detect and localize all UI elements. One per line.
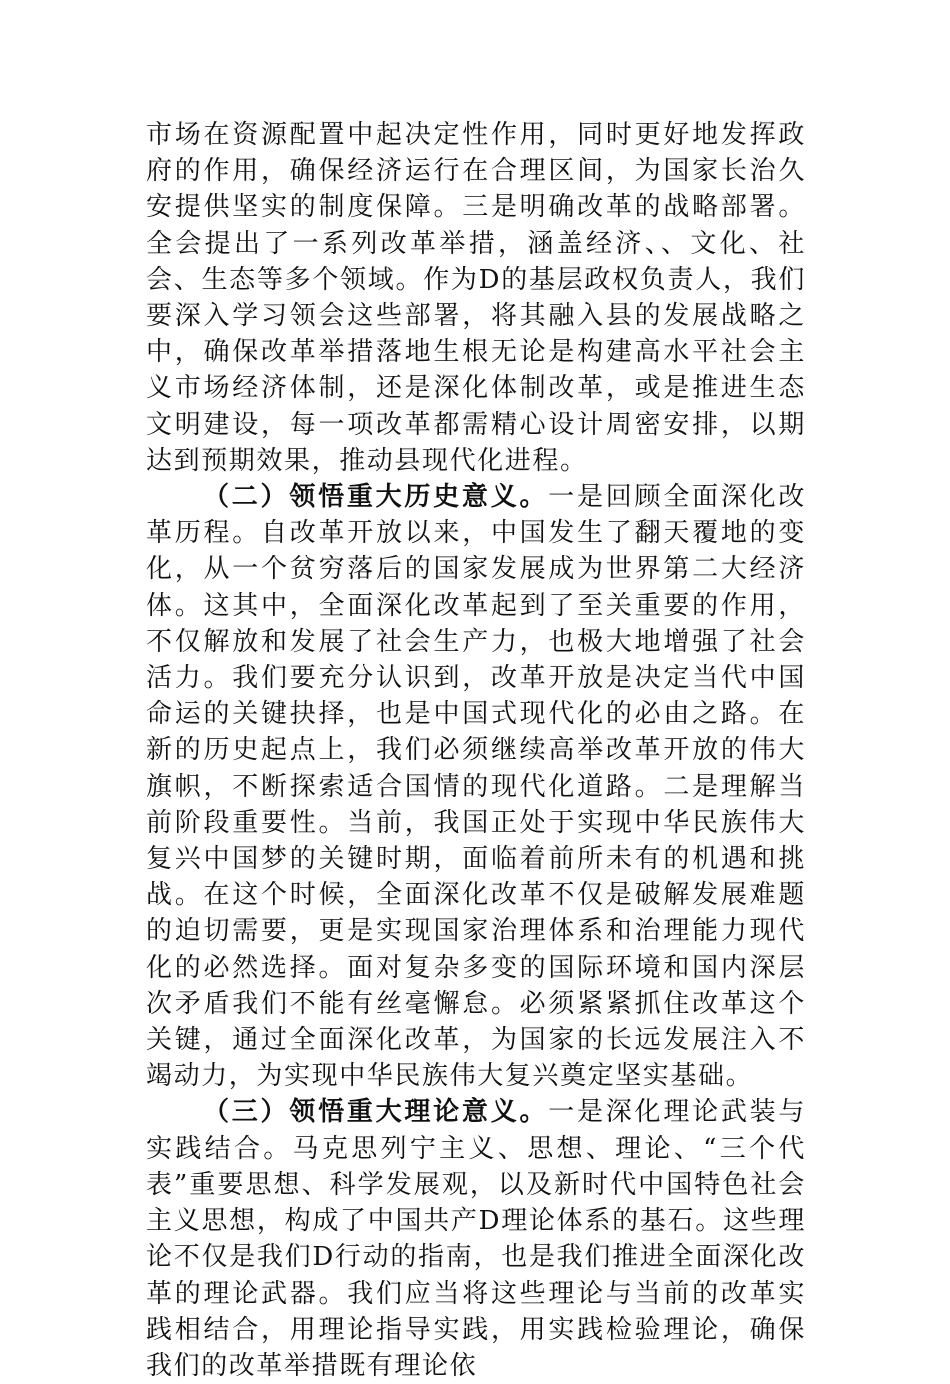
section-heading: （二）领悟重大历史意义。 <box>203 482 549 513</box>
paragraph-body: 一是深化理论武装与实践结合。马克思列宁主义、思想、理论、“三个代表”重要思想、科学发展观，以及新时代中国特色社会主义思想，构成了中国共产D理论体系的基石。这些理论不仅是我们D行动的指南，也是我们推进全面深化改革的理论武器。我们应当将这些理论与当前的改革实践相结合，用理论指导实践，用实践检验理论，确保我们的改革举措既有理论依 <box>146 1097 807 1381</box>
paragraph-body: 市场在资源配置中起决定性作用，同时更好地发挥政府的作用，确保经济运行在合理区间，为国家长治久安提供坚实的制度保障。三是明确改革的战略部署。全会提出了一系列改革举措，涵盖经济、、文化、社会、生态等多个领域。作为D的基层政权负责人，我们要深入学习领会这些部署，将其融入县的发展战略之中，确保改革举措落地生根无论是构建高水平社会主义市场经济体制，还是深化体制改革，或是推进生态文明建设，每一项改革都需精心设计周密安排，以期达到预期效果，推动县现代化进程。 <box>146 120 806 476</box>
paragraph-continuation <box>146 117 806 479</box>
paragraph-historical-significance <box>146 479 806 1094</box>
paragraph-body: 一是回顾全面深化改革历程。自改革开放以来，中国发生了翻天覆地的变化，从一个贫穷落后的国家发展成为世界第二大经济体。这其中，全面深化改革起到了至关重要的作用，不仅解放和发展了社会生产力，也极大地增强了社会活力。我们要充分认识到，改革开放是决定当代中国命运的关键抉择，也是中国式现代化的必由之路。在新的历史起点上，我们必须继续高举改革开放的伟大旗帜，不断探索适合国情的现代化道路。二是理解当前阶段重要性。当前，我国正处于实现中华民族伟大复兴中国梦的关键时期，面临着前所未有的机遇和挑战。在这个时候，全面深化改革不仅是破解发展难题的迫切需要，更是实现国家治理体系和治理能力现代化的必然选择。面对复杂多变的国际环境和国内深层次矛盾我们不能有丝毫懈怠。必须紧紧抓住改革这个关键，通过全面深化改革，为国家的长远发展注入不竭动力，为实现中华民族伟大复兴奠定坚实基础。 <box>146 482 807 1092</box>
document-page <box>146 117 806 1384</box>
paragraph-theoretical-significance <box>146 1094 806 1384</box>
section-heading: （三）领悟重大理论意义。 <box>203 1097 549 1128</box>
